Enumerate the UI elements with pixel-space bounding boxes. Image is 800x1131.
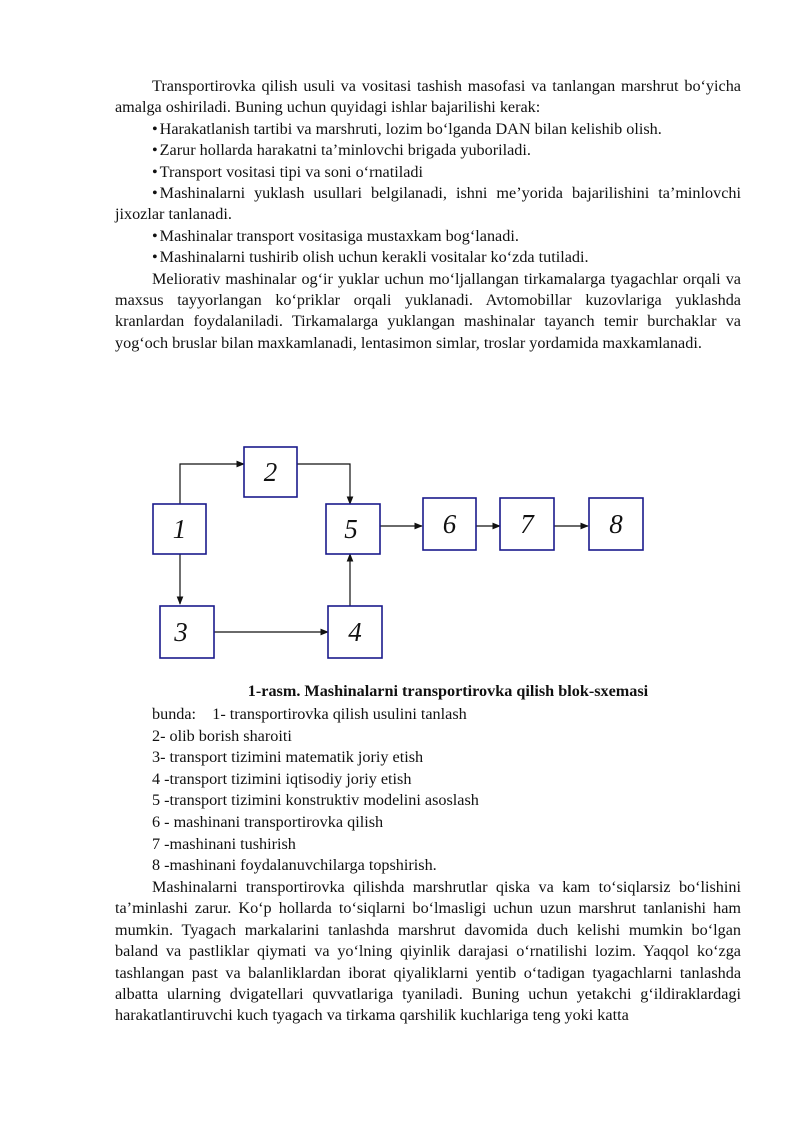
- diagram-box-8: [589, 498, 643, 550]
- box-label: 5: [344, 514, 358, 544]
- legend-item: 2- olib borish sharoiti: [152, 726, 292, 745]
- bullet-item: • Transport vositasi tipi va soni o‘rnatiladi: [115, 162, 741, 183]
- diagram-box-4: [328, 606, 382, 658]
- diagram-box-2: [244, 447, 297, 497]
- paragraph-loading: Meliorativ mashinalar og‘ir yuklar uchun mo‘ljallangan tirkamalarga tyagachlar orqali va maxsus tayyorlangan ko‘priklar orqali yuklanadi. Avtomobillar kuzovlariga yuklashda kranlardan foydalaniladi. Tirkamalarga yuklangan mashinalar tayanch temir burchaklar va yog‘och bruslar bilan maxkamlanadi, lentasimon simlar, troslar yordamida maxkamlanadi.: [115, 269, 741, 352]
- figure-caption: 1-rasm. Mashinalarni transportirovka qilish blok-sxemasi: [247, 682, 649, 700]
- intro-section: [115, 76, 741, 354]
- diagram-box-7: [500, 498, 554, 550]
- box-label: 7: [520, 509, 534, 539]
- block-diagram: [140, 440, 660, 670]
- diagram-box-6: [423, 498, 476, 550]
- box-label: 4: [348, 617, 362, 647]
- legend-item: 5 -transport tizimini konstruktiv modelini asoslash: [152, 791, 479, 810]
- box-label: 8: [609, 509, 623, 539]
- outro-section: [115, 877, 741, 1027]
- paragraph-route: Mashinalarni transportirovka qilishda marshrutlar qiska va kam to‘siqlarsiz bo‘lishini ta’minlashi zarur. Ko‘p hollarda to‘siqlarni bo‘lmasligi uchun uzun marshrut tanlanishi ham mumkin. Tyagach markalarini tanlashda marshrut davomida duch kelishi mumkin bo‘lgan baland va pastliklar qiymati va yo‘lning qiyinlik darajasi o‘rnatilishi lozim. Yaqqol ko‘zga tashlangan past va balanliklardan iborat qiyaliklarni yentib o‘tadigan tyagachlarni tanlashda albatta ularning dvigatellari quvvatlariga tyaniladi. Buning uchun yetakchi g‘ildiraklardagi harakatlantiruvchi kuch tyagach va tirkama qarshilik kuchlariga teng yoki katta: [115, 878, 741, 1025]
- box-label: 6: [442, 509, 457, 539]
- legend-item: 3- transport tizimini matematik joriy etish: [152, 748, 424, 767]
- legend-item: 6 - mashinani transportirovka qilish: [152, 812, 384, 831]
- arrow-1-to-2: [180, 464, 244, 504]
- diagram-box-5: [326, 504, 380, 554]
- box-label: 3: [174, 617, 188, 647]
- legend-item: 7 -mashinani tushirish: [152, 834, 296, 853]
- bullet-item: • Harakatlanish tartibi va marshruti, lozim bo‘lganda DAN bilan kelishib olish.: [115, 119, 741, 140]
- figure-legend: [152, 704, 479, 877]
- legend-item: 8 -mashinani foydalanuvchilarga topshirish.: [152, 856, 437, 875]
- bullet-item: • Mashinalarni tushirib olish uchun kerakli vositalar ko‘zda tutiladi.: [115, 247, 741, 268]
- bullet-item: • Zarur hollarda harakatni ta’minlovchi brigada yuboriladi.: [115, 140, 741, 161]
- bullet-item: • Mashinalarni yuklash usullari belgilanadi, ishni me’yorida bajarilishini ta’minlovchi jixozlar tanlanadi.: [115, 183, 741, 226]
- box-label: 1: [172, 514, 187, 544]
- bullet-item: • Mashinalar transport vositasiga mustaxkam bog‘lanadi.: [115, 226, 741, 247]
- paragraph-intro: Transportirovka qilish usuli va vositasi tashish masofasi va tanlangan marshrut bo‘yicha amalga oshiriladi. Buning uchun quyidagi ishlar bajarilishi kerak:: [115, 77, 741, 117]
- legend-item: bunda: 1- transportirovka qilish usulini tanlash: [152, 705, 467, 723]
- diagram-box-1: [153, 504, 206, 554]
- legend-item: 4 -transport tizimini iqtisodiy joriy etish: [152, 769, 412, 788]
- box-label: 2: [263, 457, 278, 487]
- diagram-box-3: [160, 606, 214, 658]
- arrow-2-to-5: [297, 464, 350, 504]
